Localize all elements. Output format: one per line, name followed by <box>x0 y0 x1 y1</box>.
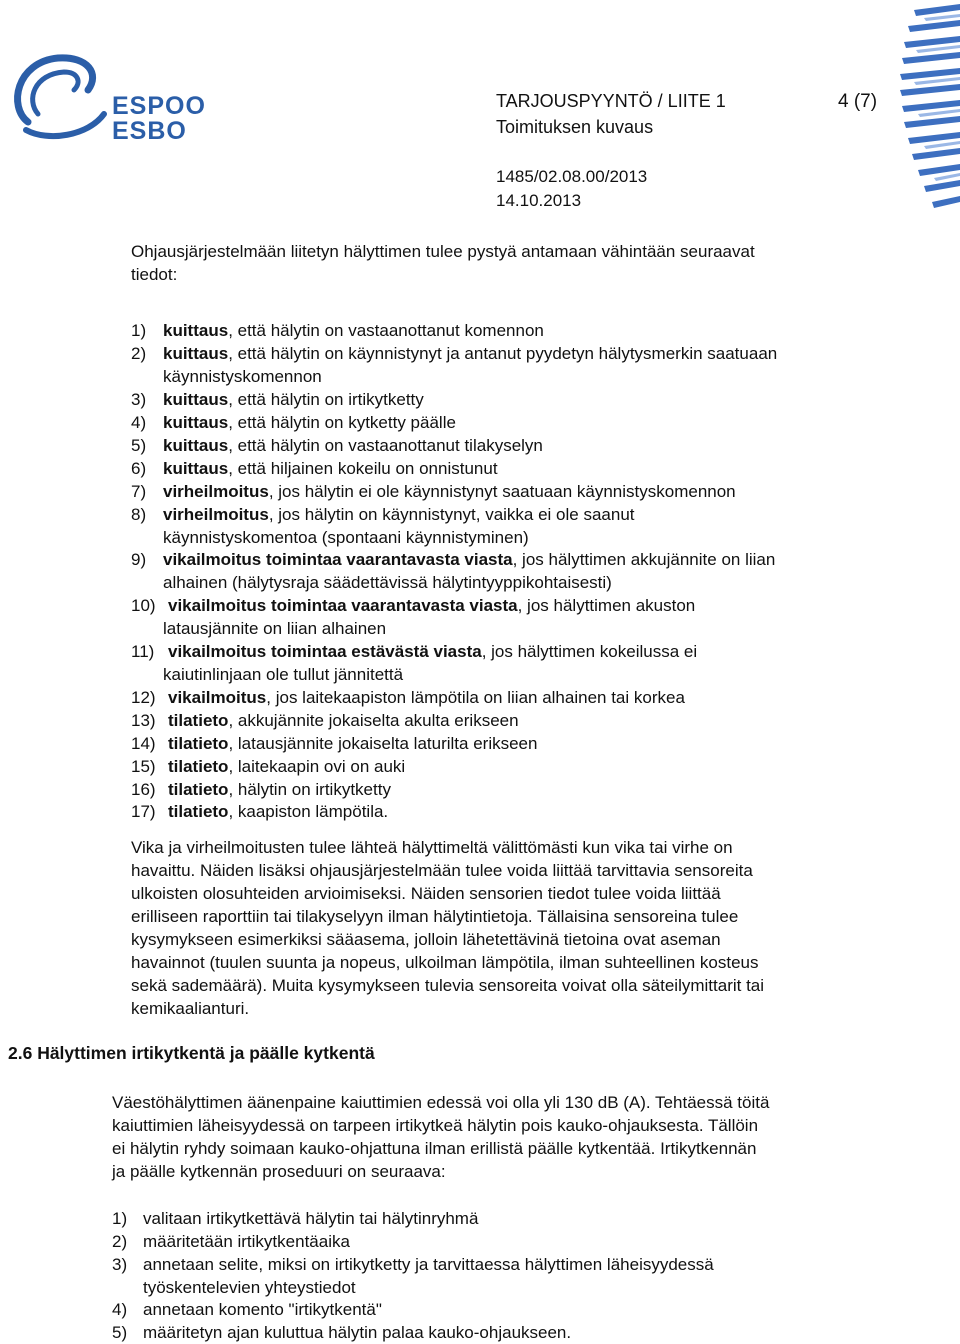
list-item <box>163 411 456 434</box>
step-number: 5) <box>112 1323 128 1342</box>
list-item-continuation: käynnistyskomentoa (spontaani käynnistyminen) <box>163 528 529 547</box>
intro-line-1: Ohjausjärjestelmään liitetyn hälyttimen tulee pystyä antamaan vähintään seuraavat <box>131 242 755 261</box>
decorative-waves <box>894 0 960 220</box>
list-item-keyword: kuittaus <box>163 436 229 455</box>
list-item <box>163 548 775 571</box>
step-number: 4) <box>112 1300 128 1319</box>
list-item <box>168 640 697 663</box>
paragraph-line: Vika ja virheilmoitusten tulee lähteä hälyttimeltä välittömästi kun vika tai virhe on <box>131 838 733 857</box>
list-item-keyword: virheilmoitus <box>163 482 269 501</box>
section-paragraph-line: ja päälle kytkennän proseduuri on seuraava: <box>112 1162 446 1181</box>
list-item-keyword: tilatieto <box>168 802 229 821</box>
list-item-text: , että hälytin on kytketty päälle <box>228 413 456 432</box>
list-item <box>163 457 498 480</box>
paragraph-line: kemikaalianturi. <box>131 999 250 1018</box>
list-item <box>163 434 543 457</box>
page-number: 4 (7) <box>838 91 878 112</box>
step-number: 3) <box>112 1255 128 1274</box>
list-item <box>163 480 736 503</box>
list-item-text: , jos hälytin on käynnistynyt, vaikka ei ole saanut <box>268 505 635 524</box>
espoo-swirl-icon <box>8 52 112 142</box>
list-item-number: 17) <box>131 802 156 821</box>
list-item-continuation: latausjännite on liian alhainen <box>163 619 387 638</box>
list-item <box>168 709 519 732</box>
list-item-continuation: käynnistyskomennon <box>163 367 322 386</box>
document-subtitle: Toimituksen kuvaus <box>496 117 654 137</box>
document-title: TARJOUSPYYNTÖ / LIITE 1 <box>496 91 726 111</box>
list-item-number: 7) <box>131 482 147 501</box>
list-item <box>168 594 695 617</box>
step-text: määritetään irtikytkentäaika <box>143 1232 350 1251</box>
list-item-continuation: alhainen (hälytysraja säädettävissä hälytintyyppikohtaisesti) <box>163 573 612 592</box>
section-paragraph-line: ei hälytin ryhdy soimaan kauko-ohjattuna ilman erillistä päälle kytkentää. Irtikytkennän <box>112 1139 757 1158</box>
list-item-continuation: kaiutinlinjaan ole tullut jännitettä <box>163 665 404 684</box>
paragraph-line: havaittu. Näiden lisäksi ohjausjärjestelmään tulee voida liittää tarvittavia sensoreita <box>131 861 753 880</box>
list-item-text: , jos hälyttimen akuston <box>517 596 696 615</box>
espoo-logo <box>8 52 206 145</box>
intro-line-2: tiedot: <box>131 265 178 284</box>
list-item-keyword: vikailmoitus toimintaa estävästä viasta <box>168 642 482 661</box>
list-item-keyword: kuittaus <box>163 413 229 432</box>
logo-line-2: ESBO <box>112 117 187 145</box>
list-item-text: , että hälytin on irtikytketty <box>228 390 424 409</box>
step-text: valitaan irtikytkettävä hälytin tai hälytinryhmä <box>143 1209 479 1228</box>
list-item-keyword: virheilmoitus <box>163 505 269 524</box>
paragraph-line: ulkoisten olosuhteiden arvioimiseksi. Näiden sensorien tiedot tulee voida liittää <box>131 884 721 903</box>
step-text: annetaan selite, miksi on irtikytketty ja tarvittaessa hälyttimen läheisyydessä <box>143 1255 714 1274</box>
list-item-number: 15) <box>131 757 156 776</box>
list-item-keyword: kuittaus <box>163 344 229 363</box>
list-item <box>163 388 424 411</box>
list-item-number: 11) <box>131 642 155 661</box>
list-item <box>168 755 405 778</box>
list-item-keyword: tilatieto <box>168 780 229 799</box>
step-number: 1) <box>112 1209 128 1228</box>
list-item-keyword: kuittaus <box>163 390 229 409</box>
step-continuation: työskentelevien yhteystiedot <box>143 1278 356 1297</box>
list-item <box>168 800 388 823</box>
logo-line-1: ESPOO <box>112 92 206 120</box>
list-item-number: 3) <box>131 390 147 409</box>
list-item-number: 5) <box>131 436 147 455</box>
list-item-number: 9) <box>131 550 147 569</box>
list-item-text: , että hiljainen kokeilu on onnistunut <box>228 459 498 478</box>
list-item-text: , jos laitekaapiston lämpötila on liian alhainen tai korkea <box>266 688 685 707</box>
document-date: 14.10.2013 <box>496 191 582 210</box>
section-paragraph-line: Väestöhälyttimen äänenpaine kaiuttimien edessä voi olla yli 130 dB (A). Tehtäessä töitä <box>112 1093 770 1112</box>
list-item-number: 13) <box>131 711 156 730</box>
list-item-number: 12) <box>131 688 156 707</box>
list-item-keyword: kuittaus <box>163 459 229 478</box>
step-text: annetaan komento "irtikytkentä" <box>143 1300 382 1319</box>
list-item <box>168 778 391 801</box>
list-item-text: , jos hälyttimen akkujännite on liian <box>512 550 776 569</box>
step-text: määritetyn ajan kuluttua hälytin palaa kauko-ohjaukseen. <box>143 1323 572 1342</box>
list-item-text: , kaapiston lämpötila. <box>228 802 389 821</box>
list-item-keyword: tilatieto <box>168 757 229 776</box>
list-item <box>168 732 537 755</box>
list-item-text: , akkujännite jokaiselta akulta erikseen <box>228 711 519 730</box>
list-item-text: , hälytin on irtikytketty <box>228 780 391 799</box>
list-item-keyword: tilatieto <box>168 711 229 730</box>
paragraph-line: kysymykseen esimerkiksi sääasema, jolloin lähetettävinä tietoina ovat aseman <box>131 930 721 949</box>
list-item-keyword: vikailmoitus <box>168 688 267 707</box>
section-paragraph-line: kaiuttimien läheisyydessä on tarpeen irtikytkeä hälytin pois kauko-ohjauksesta. Tällöin <box>112 1116 759 1135</box>
list-item-text: , että hälytin on vastaanottanut tilakyselyn <box>228 436 543 455</box>
paragraph-line: erilliseen raporttiin tai tilakyselyyn ilman hälytintietoja. Tällaisina sensoreina tulee <box>131 907 739 926</box>
list-item-text: , jos hälytin ei ole käynnistynyt saatuaan käynnistyskomennon <box>268 482 736 501</box>
list-item-number: 16) <box>131 780 156 799</box>
list-item-number: 1) <box>131 321 147 340</box>
list-item-text: , jos hälyttimen kokeilussa ei <box>481 642 698 661</box>
paragraph-line: havainnot (tuulen suunta ja nopeus, ulkoilman lämpötila, ilman suhteellinen kosteus <box>131 953 759 972</box>
list-item-number: 8) <box>131 505 147 524</box>
section-heading: 2.6 Hälyttimen irtikytkentä ja päälle kytkentä <box>8 1043 375 1063</box>
list-item-number: 10) <box>131 596 156 615</box>
list-item <box>163 342 777 365</box>
list-item-keyword: tilatieto <box>168 734 229 753</box>
list-item-text: , latausjännite jokaiselta laturilta erikseen <box>228 734 538 753</box>
list-item-text: , että hälytin on käynnistynyt ja antanut pyydetyn hälytysmerkin saatuaan <box>228 344 778 363</box>
list-item-number: 14) <box>131 734 156 753</box>
list-item-keyword: kuittaus <box>163 321 229 340</box>
list-item-keyword: vikailmoitus toimintaa vaarantavasta viasta <box>163 550 513 569</box>
reference-number: 1485/02.08.00/2013 <box>496 167 648 186</box>
paragraph-line: sekä sademäärä). Muita kysymykseen tulevia sensoreita voivat olla säteilymittarit tai <box>131 976 765 995</box>
list-item-text: , laitekaapin ovi on auki <box>228 757 406 776</box>
list-item-number: 2) <box>131 344 147 363</box>
list-item-text: , että hälytin on vastaanottanut komennon <box>228 321 544 340</box>
step-number: 2) <box>112 1232 128 1251</box>
list-item <box>163 503 635 526</box>
list-item-number: 6) <box>131 459 147 478</box>
list-item-keyword: vikailmoitus toimintaa vaarantavasta viasta <box>168 596 518 615</box>
list-item <box>168 686 685 709</box>
list-item <box>163 319 544 342</box>
list-item-number: 4) <box>131 413 147 432</box>
